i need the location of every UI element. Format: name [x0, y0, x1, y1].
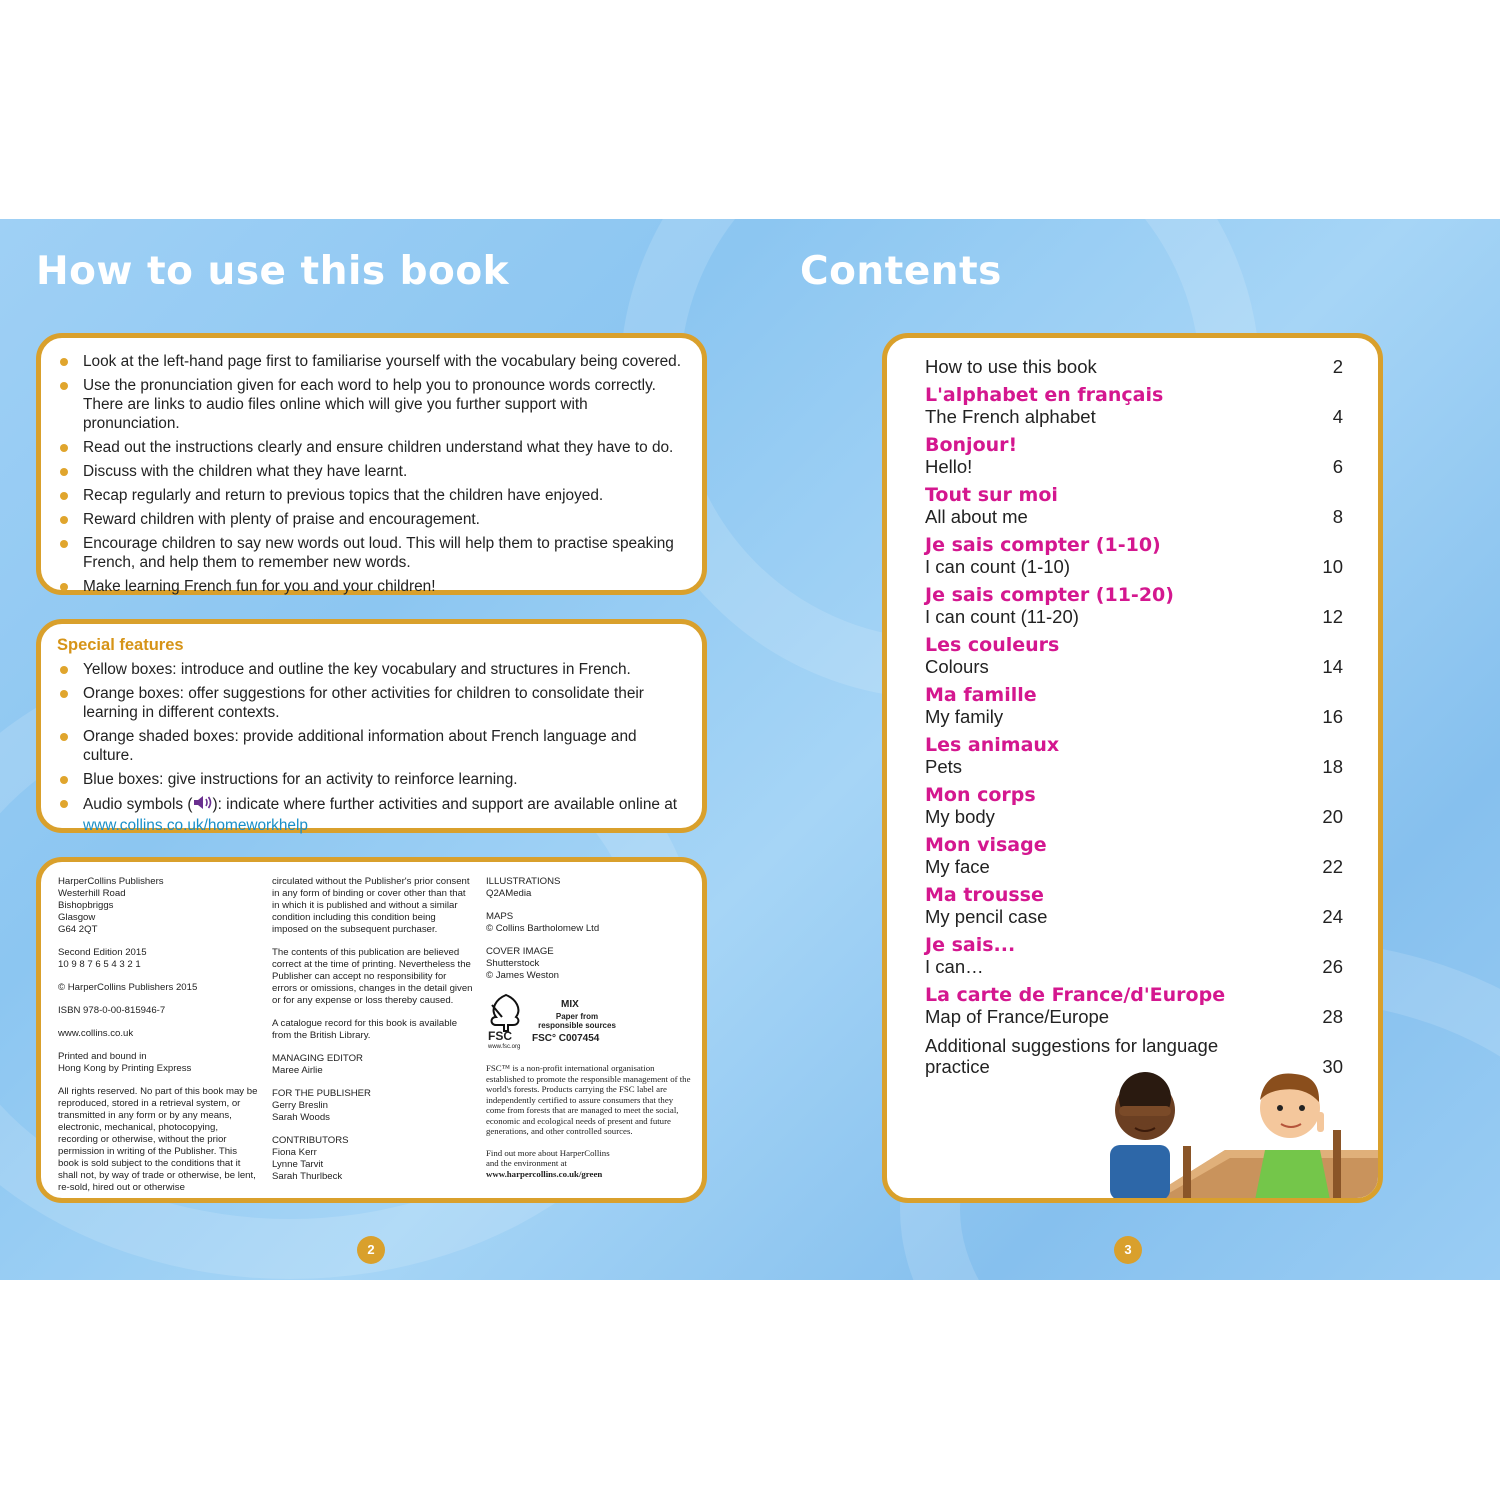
instructions-list: [41, 352, 684, 596]
toc-french-title: La carte de France/d'Europe: [925, 984, 1226, 1006]
toc-english-title: My pencil case: [925, 906, 1048, 927]
toc-french-title: Les animaux: [925, 734, 1060, 756]
printed-info: Printed and bound in Hong Kong by Printing Express: [58, 1051, 192, 1074]
copyright-text: © HarperCollins Publishers 2015: [58, 982, 198, 993]
toc-english-title: How to use this book: [925, 356, 1097, 377]
imprint-box: [36, 857, 707, 1203]
contributors: CONTRIBUTORS Fiona Kerr Lynne Tarvit Sarah Thurlbeck: [272, 1135, 349, 1182]
page-number-left: 2: [357, 1236, 385, 1264]
fsc-tree-logo-icon: [486, 993, 526, 1033]
list-item: Make learning French fun for you and your children!: [41, 577, 684, 596]
toc-english-title: I can count (1-10): [925, 556, 1070, 577]
toc-english-title: Colours: [925, 656, 989, 677]
fsc-letters: FSC: [488, 1029, 512, 1043]
special-features-box: [36, 619, 707, 833]
toc-page-number: 22: [1322, 856, 1343, 877]
toc-french-title: Les couleurs: [925, 634, 1060, 656]
maps-credit: MAPS © Collins Bartholomew Ltd: [486, 911, 600, 934]
toc-page-number: 16: [1322, 706, 1343, 727]
children-illustration: [1105, 1050, 1383, 1200]
toc-entry[interactable]: [925, 835, 1343, 877]
toc-page-number: 28: [1322, 1006, 1343, 1027]
toc-page-number: 12: [1322, 606, 1343, 627]
toc-entry[interactable]: [925, 435, 1343, 477]
toc-french-title: L'alphabet en français: [925, 384, 1164, 406]
toc-page-number: 14: [1322, 656, 1343, 677]
toc-page-number: 26: [1322, 956, 1343, 977]
toc-french-title: Bonjour!: [925, 434, 1018, 456]
toc-entry[interactable]: [925, 356, 1343, 377]
rights-text: All rights reserved. No part of this book may be reproduced, stored in a retrieval system, or transmitted in any form or by any means, electronic, mechanical, photocopying, recording or otherwise, without the prior permission in writing of the Publisher. This book is sold subject to the conditions that it shall not, by way of trade or otherwise, be lent, re-sold, hired out or otherwise: [58, 1086, 258, 1193]
toc-english-title: My face: [925, 856, 990, 877]
toc-page-number: 10: [1322, 556, 1343, 577]
toc-entry[interactable]: [925, 635, 1343, 677]
catalogue-text: A catalogue record for this book is available from the British Library.: [272, 1018, 458, 1041]
toc-entry[interactable]: [925, 985, 1343, 1027]
list-item: Read out the instructions clearly and ensure children understand what they have to do.: [41, 438, 684, 457]
toc-english-title: My family: [925, 706, 1004, 727]
green-url: www.harpercollins.co.uk/green: [486, 1168, 603, 1179]
list-item: Reward children with plenty of praise and encouragement.: [41, 510, 684, 529]
toc-page-number: 20: [1322, 806, 1343, 827]
toc-english-title: The French alphabet: [925, 406, 1096, 427]
imprint-column-2: [272, 876, 474, 1194]
circulation-text: circulated without the Publisher's prior consent in any form of binding or cover other than that in which it is published and without a similar condition including this condition being imposed on the subsequent purchaser.: [272, 876, 470, 935]
fsc-code: FSC° C007454: [532, 1033, 600, 1044]
fsc-description: FSC™ is a non-profit international organisation established to promote the responsible management of the world's forests. Products carrying the FSC label are independently certified to assure consumers that they come from forests that are managed to meet the social, economic and ecological needs of present and future generations, and other controlled sources.: [486, 1063, 691, 1136]
toc-french-title: Mon corps: [925, 784, 1036, 806]
special-features-list: [41, 660, 684, 835]
fsc-paper: Paper from responsible sources: [538, 1012, 616, 1030]
list-item: Recap regularly and return to previous topics that the children have enjoyed.: [41, 486, 684, 505]
toc-french-title: Mon visage: [925, 834, 1047, 856]
toc-entry[interactable]: [925, 585, 1343, 627]
fsc-url: www.fsc.org: [488, 1044, 521, 1050]
toc-english-title: I can count (11-20): [925, 606, 1079, 627]
isbn-text: ISBN 978-0-00-815946-7: [58, 1005, 166, 1016]
contents-disclaimer: The contents of this publication are believed correct at the time of printing. Nevertheless the Publisher can accept no responsibility for errors or omissions, changes in the detail given or for any expense or loss thereby caused.: [272, 947, 473, 1006]
toc-french-title: Ma famille: [925, 684, 1037, 706]
toc-entry[interactable]: [925, 685, 1343, 727]
toc-page-number: 18: [1322, 756, 1343, 777]
toc-french-title: Ma trousse: [925, 884, 1044, 906]
toc-french-title: Je sais compter (11-20): [925, 584, 1174, 606]
toc-page-number: 8: [1332, 506, 1343, 527]
fsc-mix: MIX: [561, 999, 579, 1010]
instructions-box: [36, 333, 707, 595]
toc-page-number: 30: [1322, 1056, 1343, 1077]
toc-page-number: 4: [1332, 406, 1343, 427]
list-item: Discuss with the children what they have learnt.: [41, 462, 684, 481]
special-features-title: Special features: [57, 636, 184, 654]
homework-help-link[interactable]: www.collins.co.uk/homeworkhelp: [83, 817, 308, 834]
for-the-publisher: FOR THE PUBLISHER Gerry Breslin Sarah Woods: [272, 1088, 371, 1123]
edition-info: Second Edition 2015 10 9 8 7 6 5 4 3 2 1: [58, 947, 147, 970]
toc-entry[interactable]: [925, 535, 1343, 577]
toc-english-title: All about me: [925, 506, 1028, 527]
toc-english-title: My body: [925, 806, 995, 827]
toc-english-title: Map of France/Europe: [925, 1006, 1110, 1027]
toc-entry[interactable]: [925, 785, 1343, 827]
toc-entry[interactable]: [925, 385, 1343, 427]
list-item: Audio symbols ( ): indicate where further activities and support are available online at www.collins.co.uk/homeworkhelp: [41, 794, 684, 835]
toc-list: [925, 385, 1343, 1027]
toc-french-title: Tout sur moi: [925, 484, 1058, 506]
table-of-contents: [925, 356, 1343, 1085]
toc-entry[interactable]: [925, 735, 1343, 777]
page-title-contents: Contents: [800, 249, 1002, 294]
toc-entry[interactable]: [925, 485, 1343, 527]
imprint-column-1: [58, 876, 258, 1205]
list-item: Orange boxes: offer suggestions for other activities for children to consolidate their learning in different contexts.: [41, 684, 684, 722]
list-item: Orange shaded boxes: provide additional information about French language and culture.: [41, 727, 684, 765]
publisher-address: HarperCollins Publishers Westerhill Road Bishopbriggs Glasgow G64 2QT: [58, 876, 164, 935]
toc-page-number: 24: [1322, 906, 1343, 927]
list-item: Encourage children to say new words out loud. This will help them to practise speaking French, and help them to remember new words.: [41, 534, 684, 572]
toc-english-title: Additional suggestions for language practice: [925, 1035, 1219, 1077]
environment-text: Find out more about HarperCollins and the environment at www.harpercollins.co.uk/green: [486, 1147, 610, 1179]
list-item: Yellow boxes: introduce and outline the key vocabulary and structures in French.: [41, 660, 684, 679]
list-item: Blue boxes: give instructions for an activity to reinforce learning.: [41, 770, 684, 789]
page-title-how-to-use: How to use this book: [36, 249, 510, 294]
speaker-icon: [193, 794, 213, 816]
managing-editor: MANAGING EDITOR Maree Airlie: [272, 1053, 363, 1076]
imprint-column-3: [486, 876, 691, 1190]
toc-entry[interactable]: [925, 935, 1343, 977]
book-spread: [0, 219, 1500, 1280]
toc-entry[interactable]: [925, 885, 1343, 927]
toc-page-number: 2: [1332, 356, 1343, 377]
page-number-right: 3: [1114, 1236, 1142, 1264]
list-item: Look at the left-hand page first to familiarise yourself with the vocabulary being covered.: [41, 352, 684, 371]
contents-box: [882, 333, 1383, 1203]
publisher-website: www.collins.co.uk: [58, 1028, 134, 1039]
list-item: Use the pronunciation given for each word to help you to pronounce words correctly. There are links to audio files online which will give you further support with pronunciation.: [41, 376, 684, 433]
toc-english-title: Hello!: [925, 456, 973, 477]
toc-french-title: Je sais compter (1-10): [925, 534, 1161, 556]
toc-page-number: 6: [1332, 456, 1343, 477]
illustrations-credit: ILLUSTRATIONS Q2AMedia: [486, 876, 561, 899]
toc-english-title: I can…: [925, 956, 984, 977]
cover-credit: COVER IMAGE Shutterstock © James Weston: [486, 946, 560, 981]
toc-french-title: Je sais...: [925, 934, 1016, 956]
toc-english-title: Pets: [925, 756, 963, 777]
fsc-block: [486, 993, 691, 1055]
